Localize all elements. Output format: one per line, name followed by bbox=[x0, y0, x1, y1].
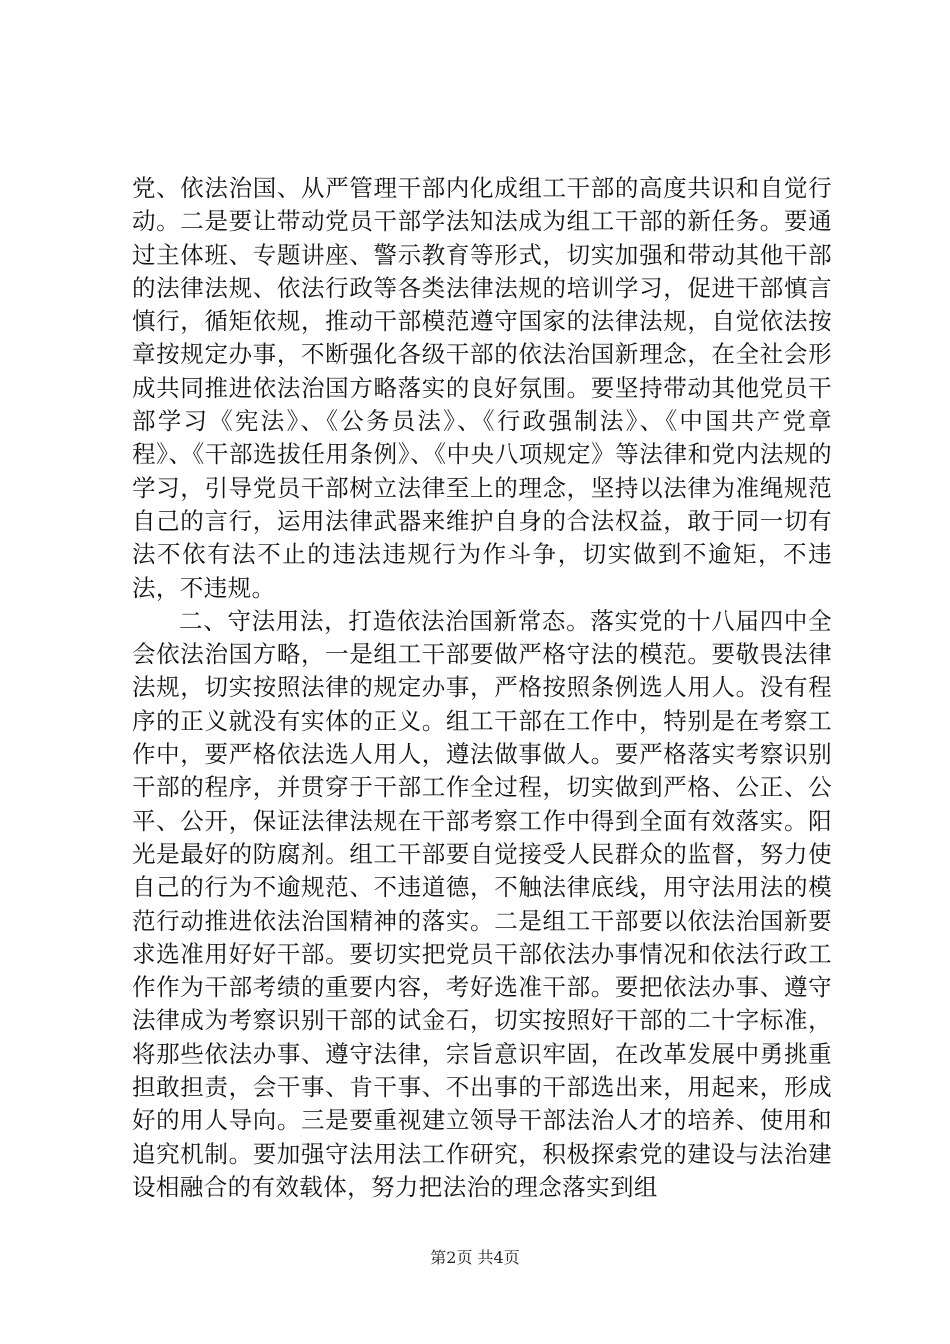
document-body bbox=[132, 172, 832, 1204]
paragraph-section-two: 二、守法用法，打造依法治国新常态。落实党的十八届四中全会依法治国方略，一是组工干部要做严格守法的模范。要敬畏法律法规，切实按照法律的规定办事，严格按照条例选人用人。没有程序的正义就没有实体的正义。组工干部在工作中，特别是在考察工作中，要严格依法选人用人，遵法做事做人。要严格落实考察识别干部的程序，并贯穿于干部工作全过程，切实做到严格、公正、公平、公开，保证法律法规在干部考察工作中得到全面有效落实。阳光是最好的防腐剂。组工干部要自觉接受人民群众的监督，努力使自己的行为不逾规范、不违道德，不触法律底线，用守法用法的模范行动推进依法治国精神的落实。二是组工干部要以依法治国新要求选准用好好干部。要切实把党员干部依法办事情况和依法行政工作作为干部考绩的重要内容，考好选准干部。要把依法办事、遵守法律成为考察识别干部的试金石，切实按照好干部的二十字标准，将那些依法办事、遵守法律，宗旨意识牢固，在改革发展中勇挑重担敢担责，会干事、肯干事、不出事的干部选出来，用起来，形成好的用人导向。三是要重视建立领导干部法治人才的培养、使用和追究机制。要加强守法用法工作研究，积极探索党的建设与法治建设相融合的有效载体，努力把法治的理念落实到组 bbox=[132, 606, 832, 1201]
paragraph-continuation: 党、依法治国、从严管理干部内化成组工干部的高度共识和自觉行动。二是要让带动党员干部学法知法成为组工干部的新任务。要通过主体班、专题讲座、警示教育等形式，切实加强和带动其他干部的法律法规、依法行政等各类法律法规的培训学习，促进干部慎言慎行，循矩依规，推动干部模范遵守国家的法律法规，自觉依法按章按规定办事，不断强化各级干部的依法治国新理念，在全社会形成共同推进依法治国方略落实的良好氛围。要坚持带动其他党员干部学习《宪法》、《公务员法》、《行政强制法》、《中国共产党章程》、《干部选拔任用条例》、《中央八项规定》等法律和党内法规的学习，引导党员干部树立法律至上的理念，坚持以法律为准绳规范自己的言行，运用法律武器来维护自身的合法权益，敢于同一切有法不依有法不止的违法违规行为作斗争，切实做到不逾矩，不违法，不违规。 bbox=[132, 174, 832, 602]
page-footer: 第2页 共4页 bbox=[430, 1248, 520, 1267]
